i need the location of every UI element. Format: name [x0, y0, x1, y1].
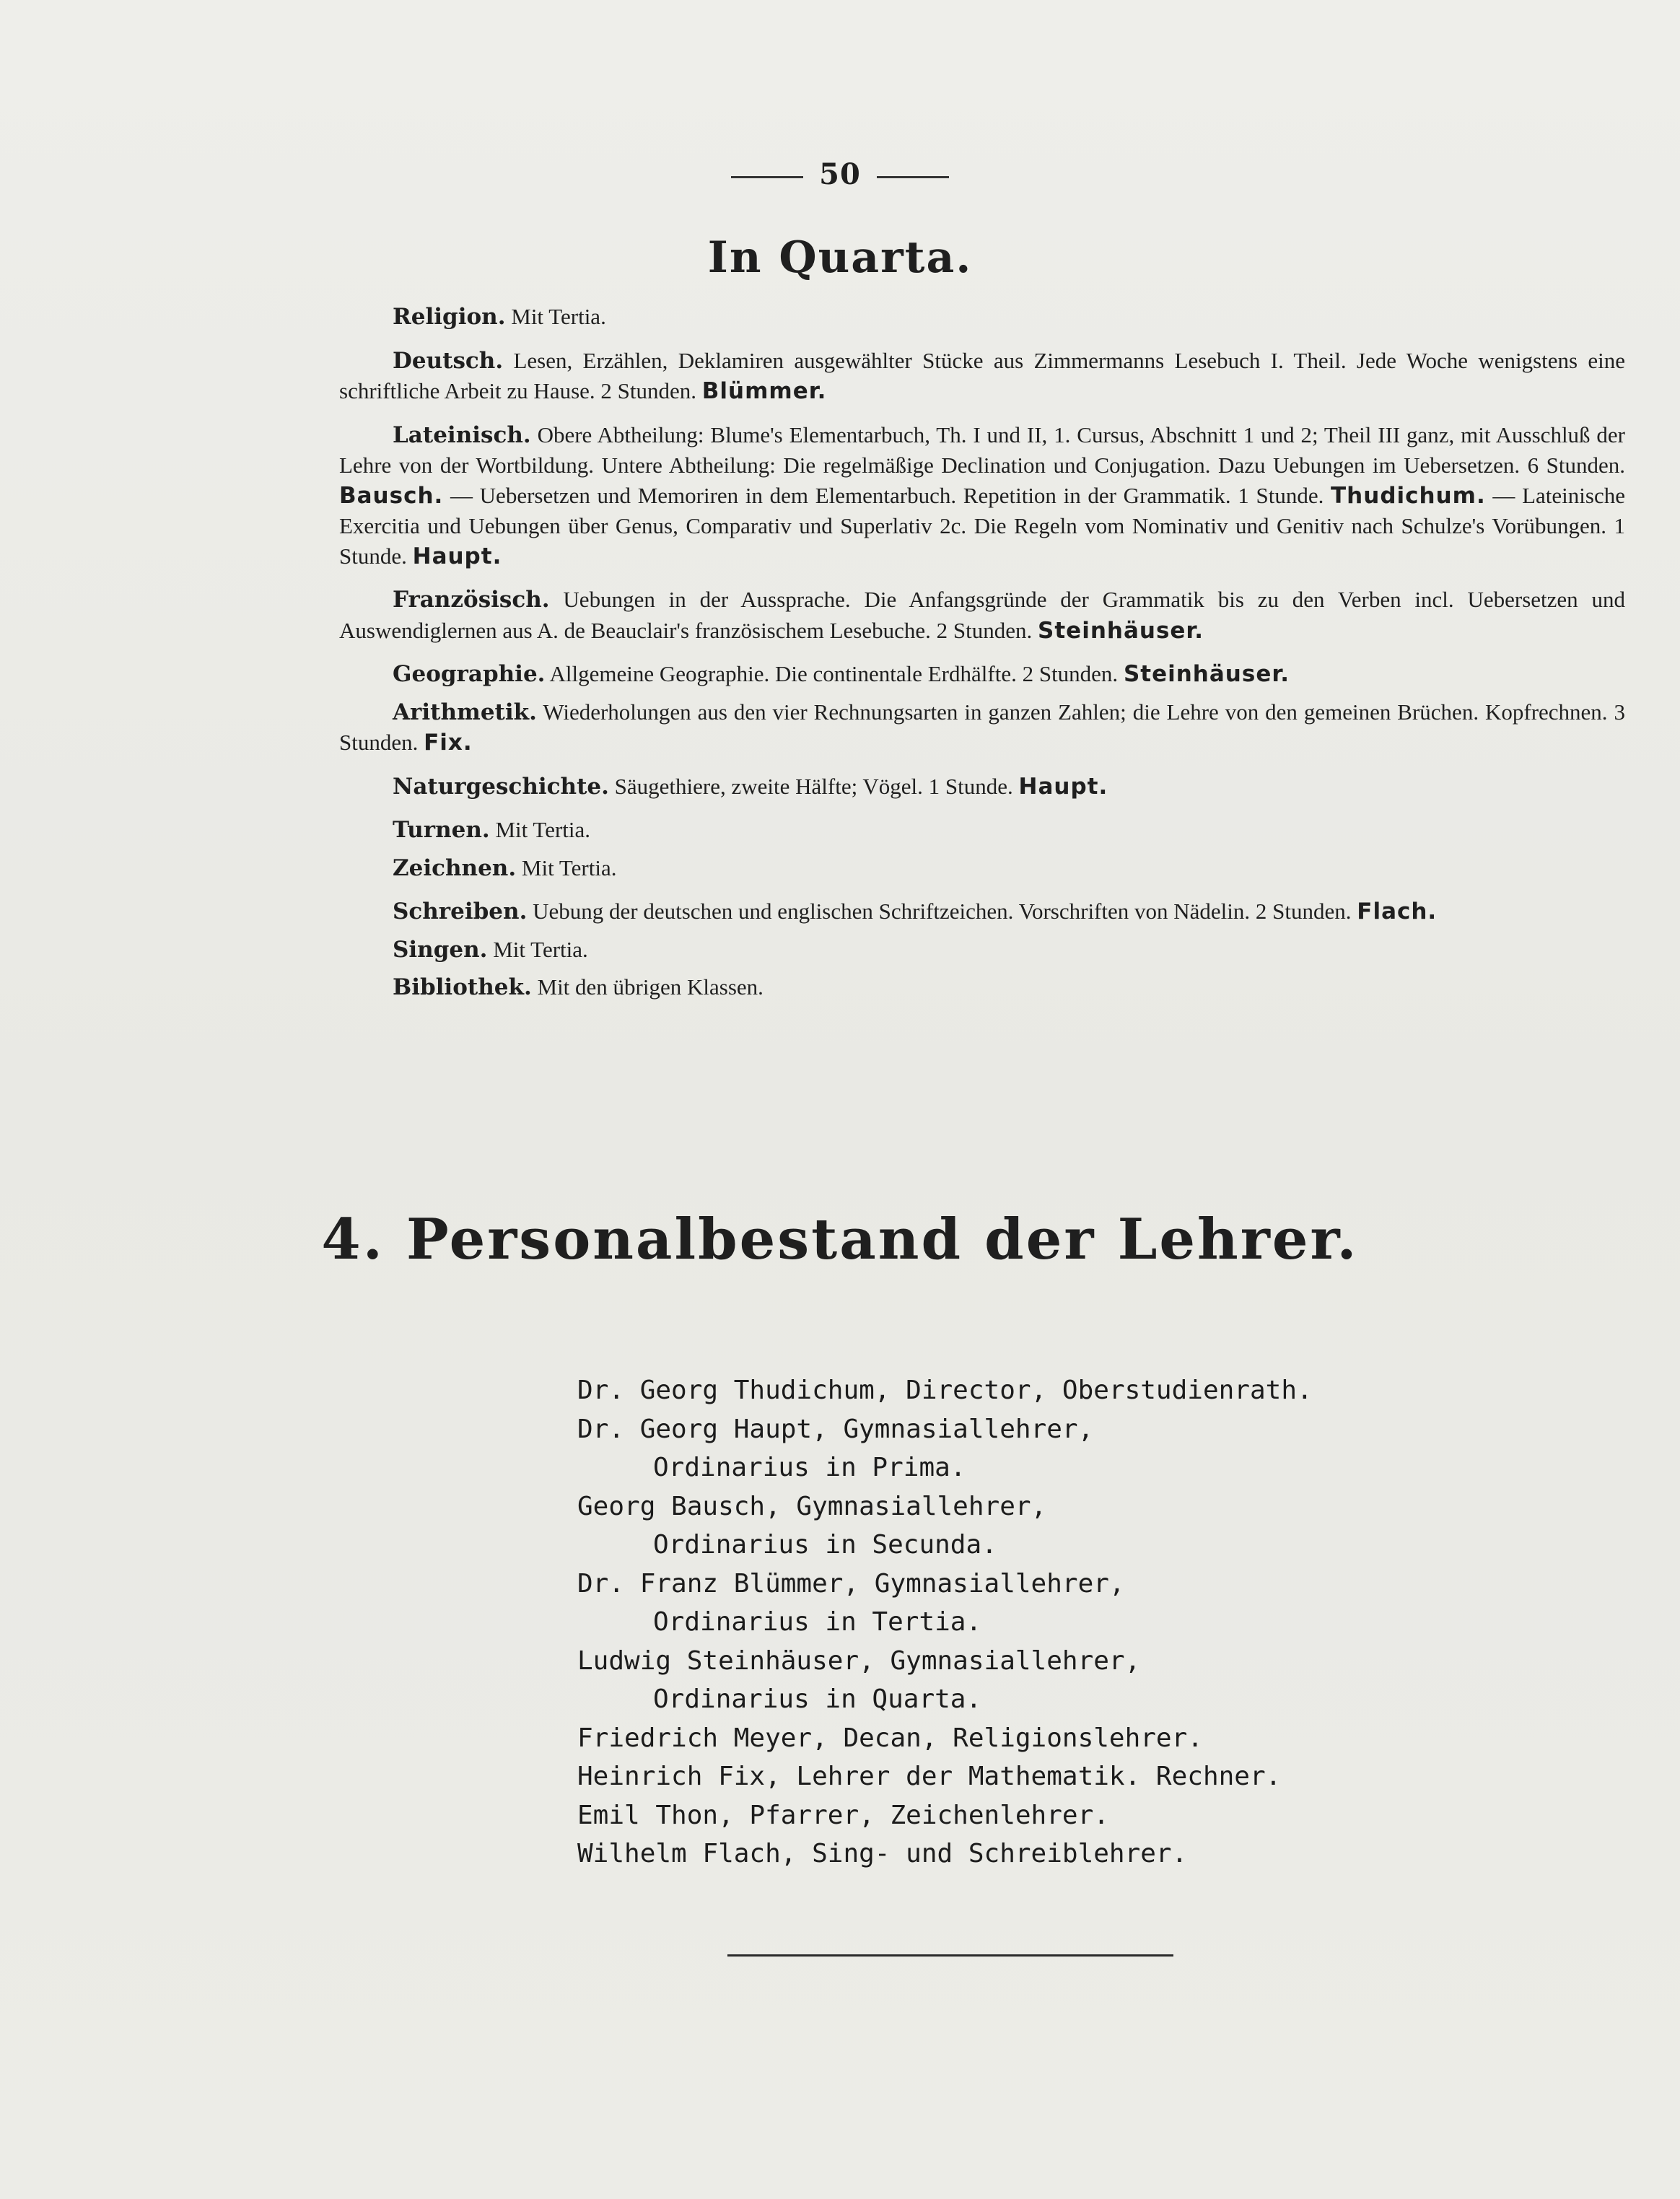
- subject-name: Religion.: [393, 304, 506, 330]
- subject-geographie: [339, 659, 1625, 690]
- page-number-value: 50: [819, 157, 861, 191]
- subject-turnen: [339, 815, 1625, 846]
- dash-left: [731, 176, 803, 178]
- teacher-name-3: Haupt.: [412, 543, 502, 569]
- subject-text: Mit den übrigen Klassen.: [537, 974, 764, 1000]
- teacher-name: Steinhäuser.: [1038, 617, 1204, 644]
- subject-name: Singen.: [393, 936, 488, 963]
- dash-right: [877, 176, 949, 178]
- page-number: [0, 157, 1680, 191]
- subject-schreiben: [339, 896, 1625, 927]
- staff-line: Emil Thon, Pfarrer, Zeichenlehrer.: [577, 1800, 1109, 1830]
- subject-name: Bibliothek.: [393, 974, 532, 1000]
- subject-name: Geographie.: [393, 661, 546, 687]
- staff-line: Ordinarius in Prima.: [653, 1453, 966, 1482]
- subject-name: Arithmetik.: [393, 699, 537, 725]
- subject-arithmetik: [339, 697, 1625, 758]
- subject-text: Lesen, Erzählen, Deklamiren ausgewählter Stücke aus Zimmermanns Lesebuch I. Theil. Jede Woche wenigstens eine schriftliche Arbeit zu Hause. 2 Stunden.: [339, 347, 1626, 403]
- staff-line: Dr. Franz Blümmer, Gymnasiallehrer,: [577, 1568, 1125, 1599]
- staff-line: Friedrich Meyer, Decan, Religionslehrer.: [577, 1723, 1203, 1753]
- teacher-name: Flach.: [1357, 899, 1438, 924]
- subject-naturgeschichte: [339, 771, 1625, 803]
- subject-name: Turnen.: [393, 817, 490, 843]
- closing-rule: [727, 1954, 1173, 1957]
- subject-bibliothek: [339, 972, 1625, 1003]
- staff-line: Dr. Georg Thudichum, Director, Oberstudienrath.: [577, 1376, 1313, 1405]
- subject-singen: [339, 935, 1625, 966]
- staff-line: Dr. Georg Haupt, Gymnasiallehrer,: [577, 1414, 1094, 1444]
- staff-line: Ordinarius in Quarta.: [653, 1684, 982, 1714]
- section-heading: In Quarta.: [707, 232, 973, 283]
- curriculum-text: [339, 302, 1625, 1016]
- subject-name: Naturgeschichte.: [393, 773, 609, 800]
- subject-text: Wiederholungen aus den vier Rechnungsarten in ganzen Zahlen; die Lehre von den gemeinen Brüchen. Kopfrechnen. 3 Stunden.: [339, 699, 1625, 755]
- subject-name: Zeichnen.: [393, 854, 517, 881]
- teacher-name-2: Thudichum.: [1331, 482, 1486, 509]
- subject-zeichnen: [339, 853, 1625, 884]
- subject-lateinisch: [339, 420, 1625, 572]
- staff-line: Georg Bausch, Gymnasiallehrer,: [577, 1491, 1047, 1521]
- subject-deutsch: [339, 346, 1625, 407]
- staff-heading: 4. Personalbestand der Lehrer.: [321, 1207, 1359, 1272]
- teacher-name: Haupt.: [1018, 773, 1108, 800]
- staff-line: Heinrich Fix, Lehrer der Mathematik. Rechner.: [577, 1762, 1282, 1791]
- teacher-name: Steinhäuser.: [1123, 661, 1290, 687]
- staff-line: Ordinarius in Secunda.: [653, 1530, 997, 1560]
- subject-name: Schreiben.: [393, 899, 528, 924]
- subject-text: Allgemeine Geographie. Die continentale Erdhälfte. 2 Stunden.: [549, 661, 1119, 686]
- subject-text-3: — Lateinische Exercitia und Uebungen über Genus, Comparativ und Superlativ 2c. Die Regeln vom Nominativ und Genitiv nach Schulze's Vorübungen. 1 Stunde.: [339, 482, 1625, 569]
- subject-text: Uebung der deutschen und englischen Schriftzeichen. Vorschriften von Nädelin. 2 Stunden.: [533, 899, 1352, 924]
- subject-text: Säugethiere, zweite Hälfte; Vögel. 1 Stunde.: [614, 773, 1013, 799]
- teacher-name: Bausch.: [339, 482, 444, 509]
- subject-name: Französisch.: [393, 587, 550, 613]
- subject-text: Mit Tertia.: [493, 936, 588, 962]
- subject-text: Mit Tertia.: [511, 304, 606, 329]
- subject-name: Lateinisch.: [393, 421, 531, 448]
- staff-line: Ludwig Steinhäuser, Gymnasiallehrer,: [577, 1645, 1141, 1676]
- subject-name: Deutsch.: [393, 347, 504, 374]
- teacher-name: Blümmer.: [701, 378, 827, 404]
- staff-list: [577, 1371, 1313, 1874]
- subject-text: Obere Abtheilung: Blume's Elementarbuch, Th. I und II, 1. Cursus, Abschnitt 1 und 2; Theil III ganz, mit Ausschluß der Lehre von der Wortbildung. Untere Abtheilung: Die regelmäßige Declination und Conjugation. Dazu Uebungen im Uebersetzen. 6 Stunden.: [339, 421, 1626, 478]
- subject-text: Mit Tertia.: [521, 854, 617, 880]
- subject-franzoesisch: [339, 585, 1625, 646]
- subject-text-2: — Uebersetzen und Memoriren in dem Elementarbuch. Repetition in der Grammatik. 1 Stunde.: [450, 482, 1324, 508]
- subject-text: Mit Tertia.: [495, 817, 591, 842]
- staff-line: Wilhelm Flach, Sing- und Schreiblehrer.: [577, 1839, 1188, 1868]
- staff-line: Ordinarius in Tertia.: [653, 1607, 982, 1637]
- subject-religion: [339, 302, 1625, 333]
- subject-text: Uebungen in der Aussprache. Die Anfangsgründe der Grammatik bis zu den Verben incl. Uebersetzen und Auswendiglernen aus A. de Beauclair's französischem Lesebuche. 2 Stunden.: [339, 587, 1626, 643]
- teacher-name: Fix.: [424, 730, 473, 756]
